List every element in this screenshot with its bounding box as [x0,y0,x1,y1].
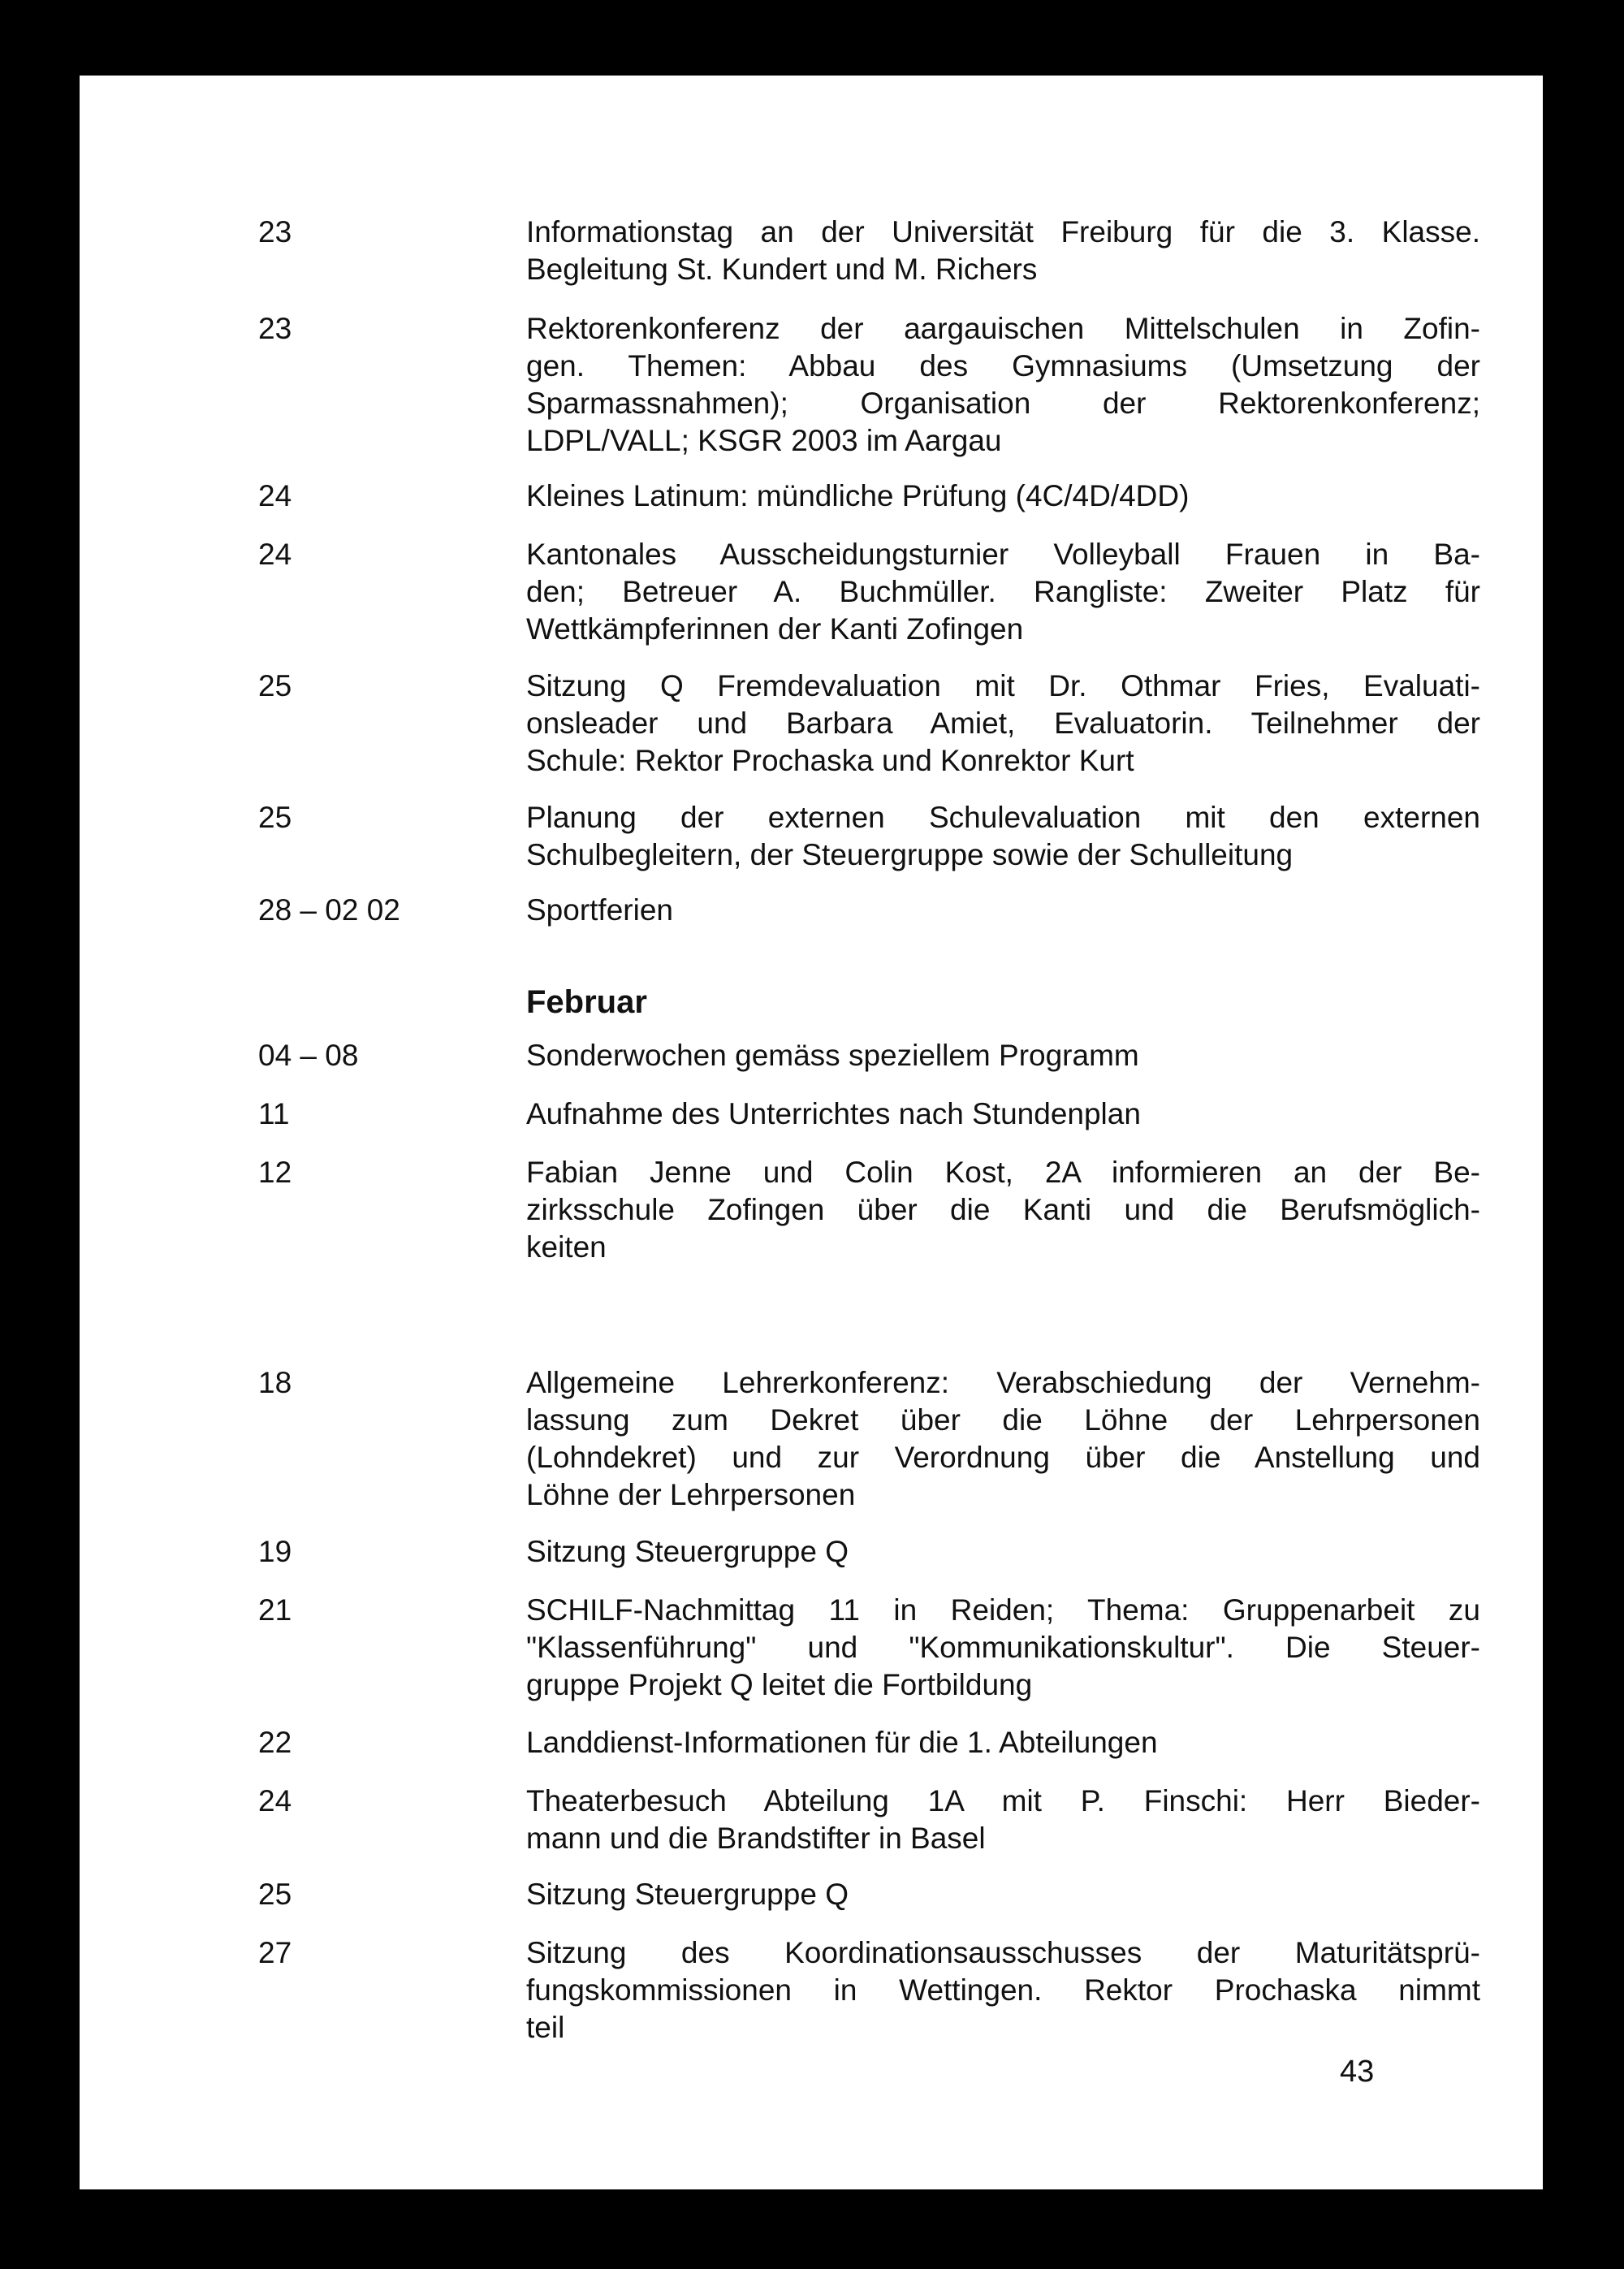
entry-text [526,1037,1480,1074]
entry-text [526,214,1480,288]
entry-line: Löhne der Lehrpersonen [526,1478,856,1511]
entry-date: 25 [258,669,292,702]
entry-line: Sportferien [526,893,673,927]
entry-text [526,1592,1480,1704]
entry-line: gen. Themen: Abbau des Gymnasiums (Umsetzung der [526,349,1480,382]
entry-line: (Lohndekret) und zur Verordnung über die Anstellung und [526,1441,1480,1474]
entry-line: lassung zum Dekret über die Löhne der Lehrpersonen [526,1403,1480,1437]
entry-text [526,1154,1480,1266]
page-number: 43 [1340,2055,1375,2089]
entry-date: 23 [258,312,292,345]
entry-line: Planung der externen Schulevaluation mit den externen [526,801,1480,834]
entry-line: Aufnahme des Unterrichtes nach Stundenplan [526,1097,1141,1130]
entry-date: 19 [258,1535,292,1568]
entry-line: Kleines Latinum: mündliche Prüfung (4C/4D/4DD) [526,479,1190,512]
entry-line: Sitzung Steuergruppe Q [526,1535,849,1568]
entry-text [526,799,1480,874]
entry-line: Landdienst-Informationen für die 1. Abteilungen [526,1726,1158,1759]
entry-text [526,1533,1480,1571]
entry-text [526,1096,1480,1133]
month-heading: Februar [526,984,647,1020]
entry-date: 25 [258,801,292,834]
entry-text [526,1783,1480,1857]
entry-text [526,892,1480,929]
entry-text [526,1934,1480,2046]
entry-line: Schulbegleitern, der Steuergruppe sowie der Schulleitung [526,838,1294,871]
entry-text [526,1724,1480,1761]
entry-date: 11 [258,1097,290,1130]
entry-date: 24 [258,538,292,571]
entry-date: 18 [258,1366,292,1399]
entry-line: Informationstag an der Universität Freiburg für die 3. Klasse. [526,215,1480,249]
entry-text [526,478,1480,515]
entry-date: 24 [258,479,292,512]
entry-date: 27 [258,1936,292,1969]
entry-line: onsleader und Barbara Amiet, Evaluatorin. Teilnehmer der [526,707,1480,740]
entry-line: mann und die Brandstifter in Basel [526,1822,986,1855]
document-page [80,76,1543,2189]
entry-date: 24 [258,1784,292,1817]
entry-text [526,668,1480,780]
entry-line: fungskommissionen in Wettingen. Rektor Prochaska nimmt [526,1973,1480,2007]
entry-line: Rektorenkonferenz der aargauischen Mittelschulen in Zofin- [526,312,1480,345]
entry-line: Theaterbesuch Abteilung 1A mit P. Finschi: Herr Bieder- [526,1784,1480,1817]
entry-line: Kantonales Ausscheidungsturnier Volleyball Frauen in Ba- [526,538,1480,571]
entry-line: Sitzung Q Fremdevaluation mit Dr. Othmar Fries, Evaluati- [526,669,1480,702]
entry-line: zirksschule Zofingen über die Kanti und die Berufsmöglich- [526,1193,1480,1226]
entry-line: Schule: Rektor Prochaska und Konrektor Kurt [526,744,1134,777]
entry-line: Sonderwochen gemäss speziellem Programm [526,1039,1139,1072]
entry-date: 04 – 08 [258,1039,359,1072]
entry-date: 23 [258,215,292,249]
entry-line: Wettkämpferinnen der Kanti Zofingen [526,612,1024,646]
entry-line: Fabian Jenne und Colin Kost, 2A informieren an der Be- [526,1156,1480,1189]
entry-text [526,536,1480,648]
entry-date: 12 [258,1156,292,1189]
entry-line: Sitzung des Koordinationsausschusses der Maturitätsprü- [526,1936,1480,1969]
entry-text [526,310,1480,460]
entry-line: Sitzung Steuergruppe Q [526,1878,849,1911]
entry-line: Allgemeine Lehrerkonferenz: Verabschiedung der Vernehm- [526,1366,1480,1399]
entry-text [526,1364,1480,1514]
entry-line: keiten [526,1230,607,1264]
entry-line: teil [526,2011,565,2044]
entry-text [526,1876,1480,1913]
entry-line: SCHILF-Nachmittag 11 in Reiden; Thema: Gruppenarbeit zu [526,1593,1480,1627]
entry-date: 28 – 02 02 [258,893,400,927]
entry-line: LDPL/VALL; KSGR 2003 im Aargau [526,424,1002,457]
entry-line: gruppe Projekt Q leitet die Fortbildung [526,1668,1033,1701]
entry-line: Begleitung St. Kundert und M. Richers [526,253,1038,286]
entry-date: 21 [258,1593,292,1627]
entry-date: 22 [258,1726,292,1759]
entry-date: 25 [258,1878,292,1911]
entry-line: den; Betreuer A. Buchmüller. Rangliste: Zweiter Platz für [526,575,1480,608]
entry-line: Sparmassnahmen); Organisation der Rektorenkonferenz; [526,387,1480,420]
entry-line: "Klassenführung" und "Kommunikationskultur". Die Steuer- [526,1631,1480,1664]
